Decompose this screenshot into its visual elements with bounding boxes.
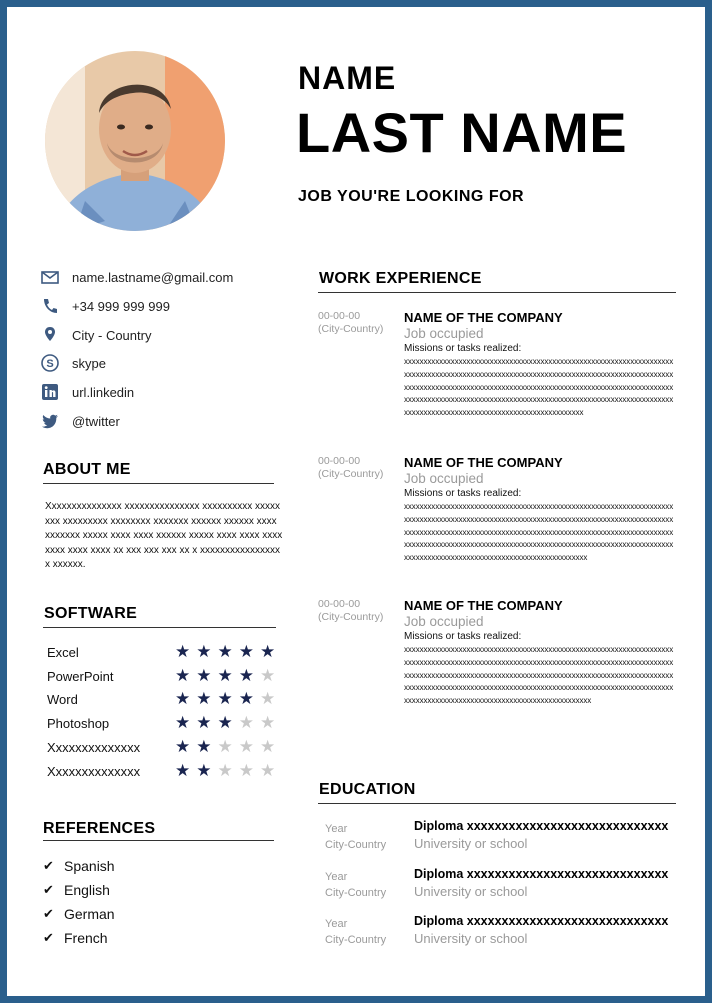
job-position: Job occupied (404, 471, 484, 486)
software-rating (175, 689, 281, 709)
software-name: PowerPoint (47, 669, 114, 684)
star-filled-icon: ★ (196, 666, 218, 685)
skype-icon (40, 353, 62, 375)
linkedin-icon (40, 382, 62, 404)
job-date: 00-00-00 (318, 310, 361, 322)
contact-email-text: name.lastname@gmail.com (72, 270, 234, 285)
contact-phone-text: +34 999 999 999 (72, 299, 170, 314)
software-rating (175, 761, 281, 781)
job-missions-text: xxxxxxxxxxxxxxxxxxxxxxxxxxxxxxxxxxxxxxxxxxxxxxxxxxxxxxxxxxxxxxxxxxxxxxxxxxxxxxxxxxxxxxxxxxxxxxxxxxxxxxxxxxxxxxxxxxxxxxxxxxxxxxxxxxxxxxxxxxxxxxxxxxxxxxxxxxxxxxxxxxxxxxxxxxxxxxxxxxxxxxxxxxxxxxxxxxxxxxxxxxxxxxxxxxxxxxxxxxxxxxxxxxxxxxxxxxxxxxxxxxxxxxxxxxxxxxxxxxxxxxxxxxxxxxxxxxxxxxxxxxxxxxxxxxxxxxxxxxxxxxxxxxxxxxxxxxxxxxxxxxxx (404, 645, 674, 706)
software-rating (175, 737, 281, 757)
education-diploma: Diploma xxxxxxxxxxxxxxxxxxxxxxxxxxxxx (414, 867, 669, 881)
education-title: EDUCATION (319, 781, 416, 798)
job-missions-label: Missions or tasks realized: (404, 488, 522, 499)
contact-phone[interactable] (40, 296, 280, 318)
star-filled-icon: ★ (175, 642, 197, 661)
about-title: ABOUT ME (43, 461, 131, 478)
software-rating (175, 666, 281, 686)
location-pin-icon (40, 325, 62, 347)
job-position: Job occupied (404, 614, 484, 629)
job-missions-label: Missions or tasks realized: (404, 343, 522, 354)
education-diploma: Diploma xxxxxxxxxxxxxxxxxxxxxxxxxxxxx (414, 819, 669, 833)
software-item (47, 761, 287, 784)
about-text: Xxxxxxxxxxxxxxx xxxxxxxxxxxxxxx xxxxxxxxxx xxxxxxxx xxxxxxxxx xxxxxxxx xxxxxxx xxxxxx xxxxxx xxxx xxxxxxx xxxxx xxxx xxxx xxxxxx xxxxx xxxx xxxx xxxx xxxx xxxx xxxx xx xxx xxx xxx xx x xxxxxxxxxxxxxxxxx xxxxxx. (45, 501, 283, 570)
references-divider (43, 840, 274, 841)
software-name: Xxxxxxxxxxxxxx (47, 740, 141, 755)
star-empty-icon: ★ (217, 737, 239, 756)
job-missions-text: xxxxxxxxxxxxxxxxxxxxxxxxxxxxxxxxxxxxxxxxxxxxxxxxxxxxxxxxxxxxxxxxxxxxxxxxxxxxxxxxxxxxxxxxxxxxxxxxxxxxxxxxxxxxxxxxxxxxxxxxxxxxxxxxxxxxxxxxxxxxxxxxxxxxxxxxxxxxxxxxxxxxxxxxxxxxxxxxxxxxxxxxxxxxxxxxxxxxxxxxxxxxxxxxxxxxxxxxxxxxxxxxxxxxxxxxxxxxxxxxxxxxxxxxxxxxxxxxxxxxxxxxxxxxxxxxxxxxxxxxxxxxxxxxxxxxxxxxxxxxxxxxxxxxxxxxxxxxxxxxxx (404, 357, 674, 418)
education-entry (325, 916, 685, 956)
contact-skype-text: skype (72, 356, 106, 371)
star-filled-icon: ★ (196, 689, 218, 708)
education-school: University or school (414, 931, 528, 946)
education-date-block (325, 916, 386, 948)
contact-location-text: City - Country (72, 328, 152, 343)
star-filled-icon: ★ (175, 689, 197, 708)
software-item (47, 713, 287, 736)
education-year: Year (325, 823, 348, 835)
education-year: Year (325, 918, 348, 930)
software-rating (175, 642, 281, 662)
check-icon: ✔ (43, 858, 54, 873)
about-divider (43, 483, 274, 484)
software-name: Xxxxxxxxxxxxxx (47, 764, 141, 779)
star-filled-icon: ★ (175, 666, 197, 685)
software-rating (175, 713, 281, 733)
star-empty-icon: ★ (217, 761, 239, 780)
job-date-block (318, 310, 383, 336)
contact-skype[interactable] (40, 353, 280, 375)
education-location: City-Country (325, 934, 387, 946)
star-filled-icon: ★ (175, 737, 197, 756)
job-target: JOB YOU'RE LOOKING FOR (298, 188, 525, 205)
contact-email[interactable] (40, 267, 280, 289)
reference-label: Spanish (64, 858, 115, 874)
last-name: LAST NAME (296, 101, 628, 164)
job-date-block (318, 455, 383, 481)
star-filled-icon: ★ (238, 642, 260, 661)
reference-label: French (64, 930, 108, 946)
star-empty-icon: ★ (238, 713, 260, 732)
check-icon: ✔ (43, 882, 54, 897)
education-school: University or school (414, 836, 528, 851)
job-missions-label: Missions or tasks realized: (404, 631, 522, 642)
job-location: (City-Country) (318, 468, 384, 480)
software-item (47, 642, 287, 665)
education-date-block (325, 869, 386, 901)
job-company: NAME OF THE COMPANY (404, 310, 563, 325)
education-location: City-Country (325, 839, 387, 851)
star-empty-icon: ★ (260, 666, 282, 685)
education-diploma: Diploma xxxxxxxxxxxxxxxxxxxxxxxxxxxxx (414, 914, 669, 928)
email-icon (40, 267, 62, 289)
work-divider (318, 292, 676, 293)
star-empty-icon: ★ (260, 689, 282, 708)
software-item (47, 689, 287, 712)
star-empty-icon: ★ (260, 761, 282, 780)
star-filled-icon: ★ (196, 713, 218, 732)
star-filled-icon: ★ (217, 666, 239, 685)
job-date: 00-00-00 (318, 598, 361, 610)
software-name: Word (47, 692, 78, 707)
contact-linkedin-text: url.linkedin (72, 385, 135, 400)
star-filled-icon: ★ (260, 642, 282, 661)
education-date-block (325, 821, 386, 853)
star-empty-icon: ★ (238, 737, 260, 756)
work-title: WORK EXPERIENCE (319, 270, 482, 287)
job-missions-text: xxxxxxxxxxxxxxxxxxxxxxxxxxxxxxxxxxxxxxxxxxxxxxxxxxxxxxxxxxxxxxxxxxxxxxxxxxxxxxxxxxxxxxxxxxxxxxxxxxxxxxxxxxxxxxxxxxxxxxxxxxxxxxxxxxxxxxxxxxxxxxxxxxxxxxxxxxxxxxxxxxxxxxxxxxxxxxxxxxxxxxxxxxxxxxxxxxxxxxxxxxxxxxxxxxxxxxxxxxxxxxxxxxxxxxxxxxxxxxxxxxxxxxxxxxxxxxxxxxxxxxxxxxxxxxxxxxxxxxxxxxxxxxxxxxxxxxxxxxxxxxxxxxxxxxxxxxxxxxxxxxx (404, 502, 674, 563)
job-company: NAME OF THE COMPANY (404, 598, 563, 613)
phone-icon (40, 296, 62, 318)
star-empty-icon: ★ (238, 761, 260, 780)
star-filled-icon: ★ (175, 761, 197, 780)
contact-linkedin[interactable] (40, 382, 280, 404)
software-divider (43, 627, 276, 628)
star-filled-icon: ★ (196, 737, 218, 756)
software-name: Photoshop (47, 716, 110, 731)
star-filled-icon: ★ (196, 642, 218, 661)
job-location: (City-Country) (318, 323, 384, 335)
check-icon: ✔ (43, 906, 54, 921)
twitter-icon (40, 411, 62, 433)
job-date-block (318, 598, 383, 624)
star-empty-icon: ★ (260, 737, 282, 756)
profile-photo (45, 51, 225, 231)
reference-label: German (64, 906, 115, 922)
job-date: 00-00-00 (318, 455, 361, 467)
contact-twitter[interactable] (40, 411, 280, 433)
education-school: University or school (414, 884, 528, 899)
star-filled-icon: ★ (238, 666, 260, 685)
education-year: Year (325, 871, 348, 883)
software-item (47, 666, 287, 689)
first-name: NAME (298, 60, 397, 96)
references-title: REFERENCES (43, 820, 156, 837)
software-title: SOFTWARE (44, 605, 138, 622)
education-location: City-Country (325, 887, 387, 899)
contact-twitter-text: @twitter (72, 414, 120, 429)
contact-location (40, 325, 280, 347)
job-company: NAME OF THE COMPANY (404, 455, 563, 470)
svg-text:S: S (46, 358, 54, 370)
star-filled-icon: ★ (175, 713, 197, 732)
check-icon: ✔ (43, 930, 54, 945)
reference-label: English (64, 882, 110, 898)
star-empty-icon: ★ (260, 713, 282, 732)
software-item (47, 737, 287, 760)
job-location: (City-Country) (318, 611, 384, 623)
star-filled-icon: ★ (238, 689, 260, 708)
education-entry (325, 821, 685, 861)
star-filled-icon: ★ (196, 761, 218, 780)
star-filled-icon: ★ (217, 689, 239, 708)
education-entry (325, 869, 685, 909)
job-position: Job occupied (404, 326, 484, 341)
star-filled-icon: ★ (217, 713, 239, 732)
star-filled-icon: ★ (217, 642, 239, 661)
software-name: Excel (47, 645, 79, 660)
education-divider (318, 803, 676, 804)
